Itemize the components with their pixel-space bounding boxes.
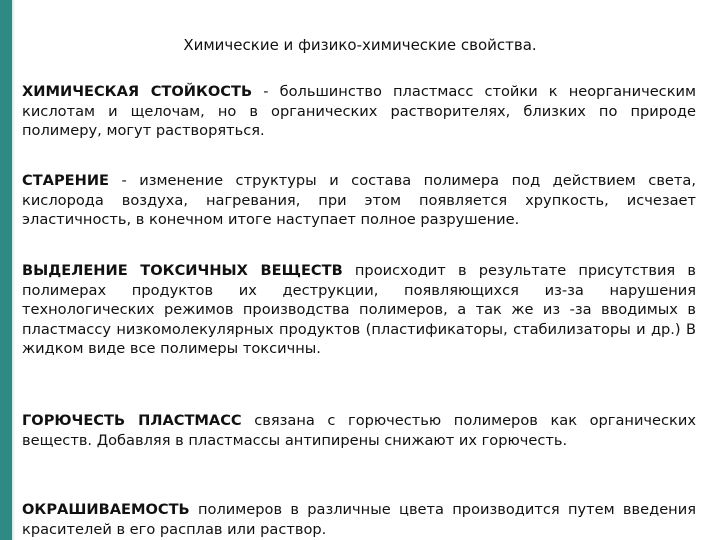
section-text: - большинство пластмасс стойки к неорганическим кислотам и щелочам, но в органических растворителях, близких по природе полимеру, могут растворяться. xyxy=(22,83,697,139)
section-colorability xyxy=(22,500,696,539)
section-term: СТАРЕНИЕ xyxy=(22,172,110,189)
section-term: ОКРАШИВАЕМОСТЬ xyxy=(22,501,190,518)
section-term: ВЫДЕЛЕНИЕ ТОКСИЧНЫХ ВЕЩЕСТВ xyxy=(22,262,343,279)
slide-title: Химические и физико-химические свойства. xyxy=(183,36,537,54)
section-chemical-resistance xyxy=(22,82,696,141)
section-text: - изменение структуры и состава полимера под действием света, кислорода воздуха, нагревания, при этом появляется хрупкость, исчезает эластичность, в конечном итоге наступает полное разрушение. xyxy=(22,172,696,228)
section-text: связана с горючестью полимеров как органических веществ. Добавляя в пластмассы антипирены снижают их горючесть. xyxy=(22,412,696,449)
left-accent-shadow xyxy=(12,0,15,540)
section-toxic-release xyxy=(22,261,696,359)
section-text: происходит в результате присутствия в полимерах продуктов их деструкции, появляющихся из-за нарушения технологических режимов производства полимеров, а так же из -за вводимых в пластмассу низкомолекулярных продуктов (пластификаторы, стабилизаторы и др.) В жидком виде все полимеры токсичны. xyxy=(22,262,696,357)
section-term: ХИМИЧЕСКАЯ СТОЙКОСТЬ xyxy=(22,83,253,100)
section-term: ГОРЮЧЕСТЬ ПЛАСТМАСС xyxy=(22,412,242,429)
section-text: полимеров в различные цвета производится путем введения красителей в его расплав или раствор. xyxy=(22,501,696,538)
section-aging xyxy=(22,171,696,230)
left-accent-bar xyxy=(0,0,12,540)
section-flammability xyxy=(22,411,696,450)
